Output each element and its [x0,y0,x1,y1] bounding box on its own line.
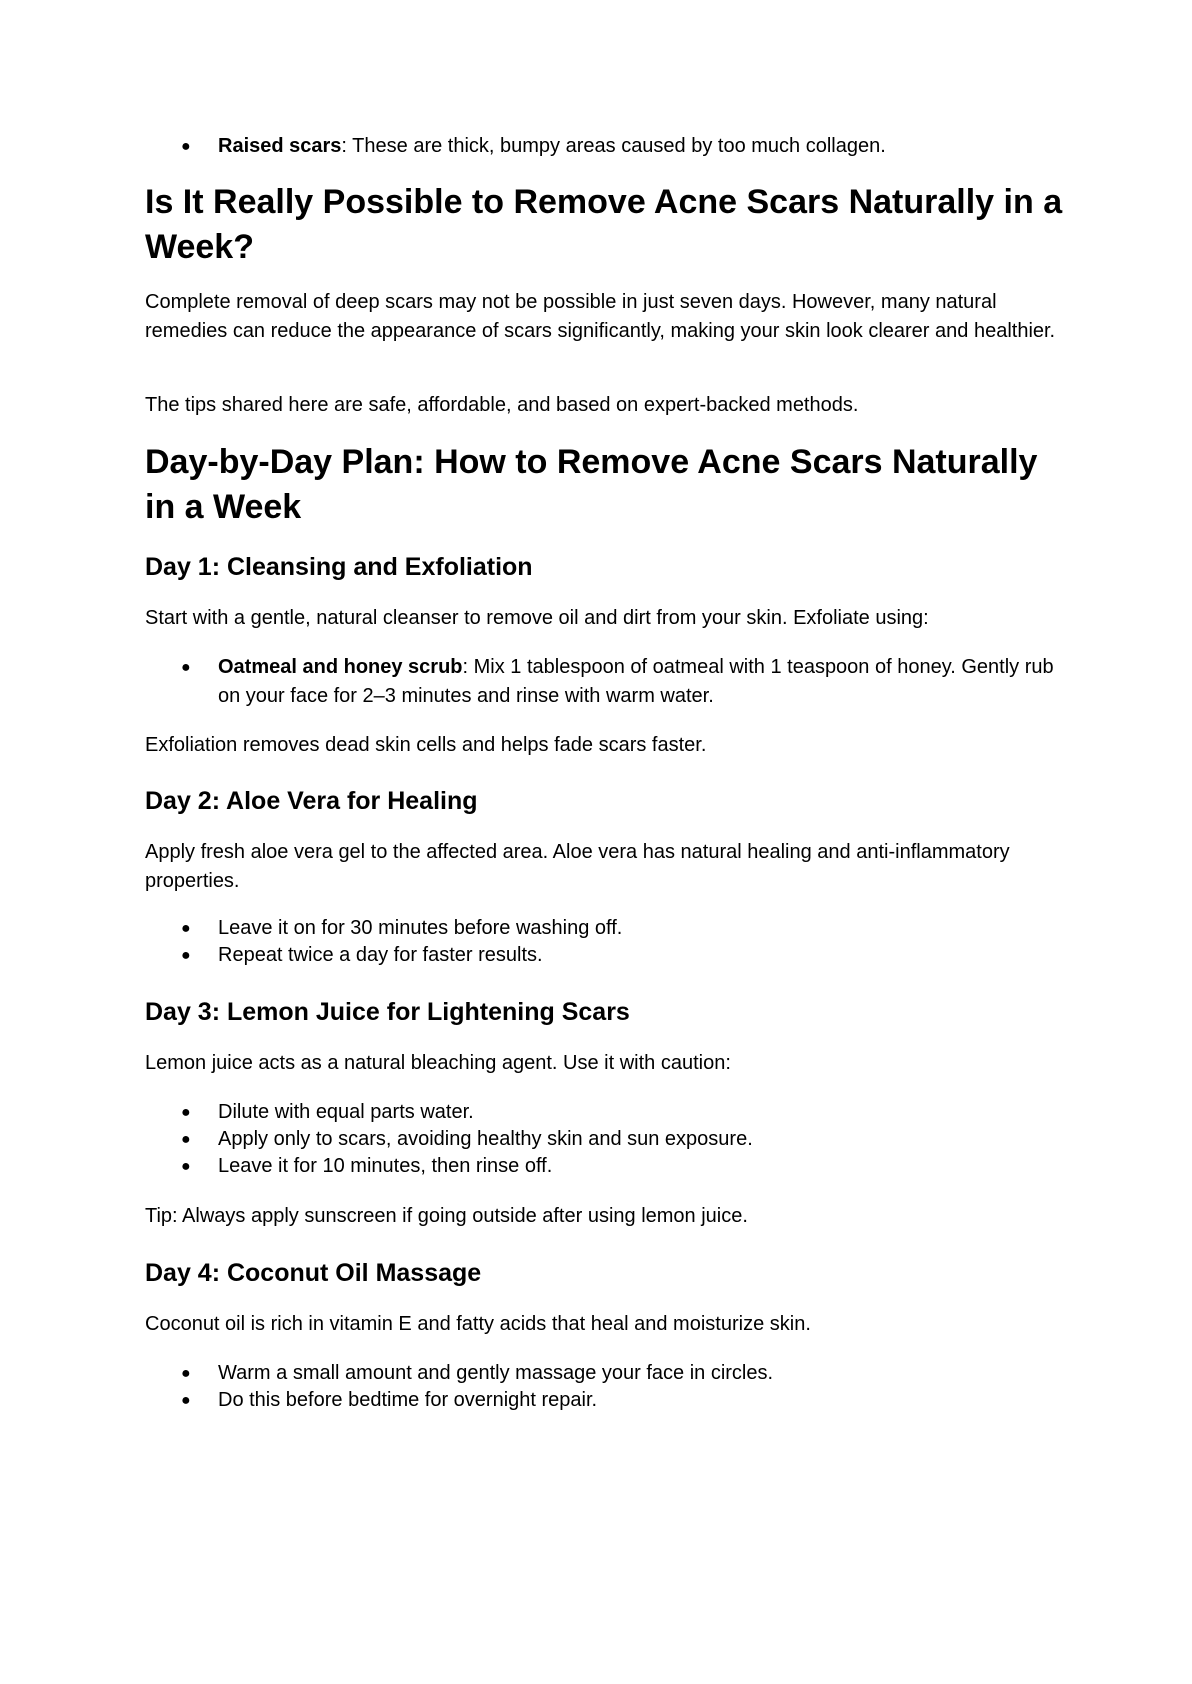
paragraph-tips-shared: The tips shared here are safe, affordable, and based on expert-backed methods. [145,394,859,416]
day3-bullet: Leave it for 10 minutes, then rinse off. [218,1155,553,1177]
paragraph-complete-removal: Complete removal of deep scars may not be possible in just seven days. However, many natural remedies can reduce the appearance of scars significantly, making your skin look clearer and healthier. [145,291,1056,342]
day4-bullet: Do this before bedtime for overnight repair. [218,1389,598,1411]
day1-intro: Start with a gentle, natural cleanser to remove oil and dirt from your skin. Exfoliate using: [145,607,929,629]
day2-bullet: Leave it on for 30 minutes before washing off. [218,917,623,939]
day4-bullet: Warm a small amount and gently massage your face in circles. [218,1362,774,1384]
bullet-description: : Mix 1 tablespoon of oatmeal with 1 teaspoon of honey. Gently rub on your face for 2–3 minutes and rinse with warm water. [218,656,1054,707]
day3-intro: Lemon juice acts as a natural bleaching agent. Use it with caution: [145,1052,731,1074]
day2-bullet: Repeat twice a day for faster results. [218,944,543,966]
bullet-marker: ● [181,659,191,676]
bullet-marker: ● [181,1392,191,1409]
day3-bullet: Apply only to scars, avoiding healthy skin and sun exposure. [218,1128,753,1150]
bullet-marker: ● [181,138,191,155]
bullet-marker: ● [181,1365,191,1382]
bullet-description: : These are thick, bumpy areas caused by too much collagen. [341,135,886,157]
bullet-marker: ● [181,1131,191,1148]
bullet-marker: ● [181,947,191,964]
day3-tip: Tip: Always apply sunscreen if going outside after using lemon juice. [145,1205,748,1227]
section-heading-possible: Is It Really Possible to Remove Acne Scars Naturally in a Week? [145,183,1063,266]
bullet-term: Oatmeal and honey scrub [218,656,463,678]
bullet-marker: ● [181,920,191,937]
day3-bullet: Dilute with equal parts water. [218,1101,474,1123]
day2-heading: Day 2: Aloe Vera for Healing [145,787,478,815]
bullet-marker: ● [181,1104,191,1121]
day4-heading: Day 4: Coconut Oil Massage [145,1259,482,1287]
bullet-marker: ● [181,1158,191,1175]
day4-intro: Coconut oil is rich in vitamin E and fatty acids that heal and moisturize skin. [145,1313,811,1335]
day1-outro: Exfoliation removes dead skin cells and helps fade scars faster. [145,734,707,756]
raised-scars-bullet [218,132,1063,161]
day1-heading: Day 1: Cleansing and Exfoliation [145,553,533,581]
bullet-term: Raised scars [218,135,342,157]
day1-scrub-bullet [218,653,1063,711]
day3-heading: Day 3: Lemon Juice for Lightening Scars [145,998,630,1026]
day2-intro: Apply fresh aloe vera gel to the affected area. Aloe vera has natural healing and anti-inflammatory properties. [145,841,1010,892]
section-heading-day-by-day: Day-by-Day Plan: How to Remove Acne Scars Naturally in a Week [145,443,1038,526]
